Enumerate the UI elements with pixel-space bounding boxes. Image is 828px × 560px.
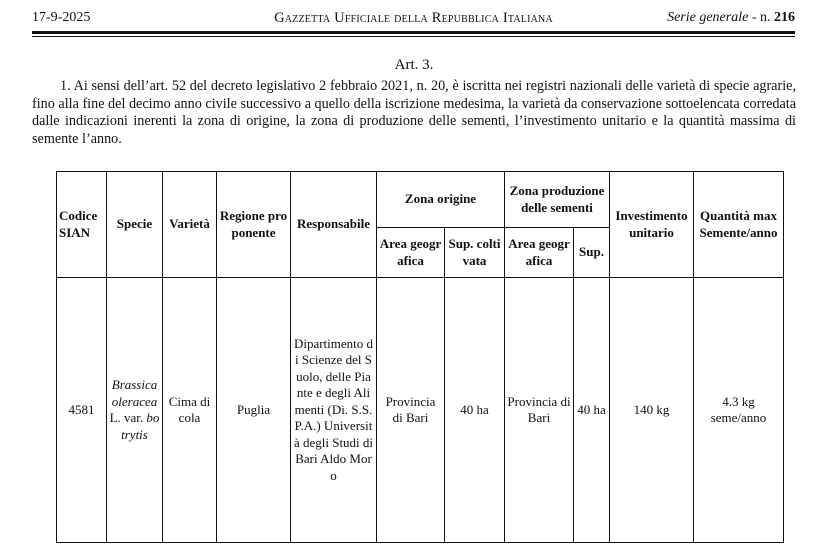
series-label: Serie generale bbox=[667, 10, 749, 25]
header-zona-produzione: Zona produzione delle sementi bbox=[505, 172, 610, 228]
header-area-geografica-produzione: Area geografica bbox=[505, 228, 574, 278]
header-specie: Specie bbox=[107, 172, 163, 278]
cell-sup-coltivata: 40 ha bbox=[445, 278, 505, 543]
header-rule-thin bbox=[32, 36, 795, 37]
header-area-geografica-origine: Area geografica bbox=[377, 228, 445, 278]
cell-varieta: Cima di cola bbox=[163, 278, 217, 543]
cell-specie bbox=[107, 278, 163, 543]
page-header bbox=[32, 10, 795, 30]
article-title: Art. 3. bbox=[394, 57, 434, 73]
table-row bbox=[57, 278, 784, 543]
cell-regione: Puglia bbox=[217, 278, 291, 543]
cell-responsabile: Dipartimento di Scienze del Suolo, delle Piante e degli Alimenti (Di. S.S.P.A.) Università degli Studi di Bari Aldo Moro bbox=[291, 278, 377, 543]
specie-variety: botrytis bbox=[121, 410, 160, 442]
header-sup: Sup. bbox=[574, 228, 610, 278]
header-sup-coltivata: Sup. coltivata bbox=[445, 228, 505, 278]
header-quantita: Quantità max Semente/anno bbox=[694, 172, 784, 278]
series-info bbox=[667, 10, 795, 26]
header-codice-sian: Codice SIAN bbox=[57, 172, 107, 278]
series-number: 216 bbox=[774, 10, 795, 25]
issue-date: 17-9-2025 bbox=[32, 10, 91, 25]
gazette-title: Gazzetta Ufficiale della Repubblica Italiana bbox=[274, 10, 553, 26]
cell-quantita: 4.3 kg seme/anno bbox=[694, 278, 784, 543]
series-separator: - n. bbox=[748, 10, 774, 25]
header-rule-thick bbox=[32, 31, 795, 34]
varieties-table bbox=[56, 171, 784, 543]
header-investimento: Investimento unitario bbox=[610, 172, 694, 278]
header-regione: Regione proponente bbox=[217, 172, 291, 278]
cell-investimento: 140 kg bbox=[610, 278, 694, 543]
header-varieta: Varietà bbox=[163, 172, 217, 278]
header-zona-origine: Zona origine bbox=[377, 172, 505, 228]
cell-codice-sian: 4581 bbox=[57, 278, 107, 543]
cell-area-origine: Provincia di Bari bbox=[377, 278, 445, 543]
specie-authority: L. var. bbox=[109, 410, 147, 425]
article-paragraph-text: 1. Ai sensi dell’art. 52 del decreto legislativo 2 febbraio 2021, n. 20, è iscritta nei registri nazionali delle varietà di specie agrarie, fino alla fine del decimo anno civile successivo a quello della iscrizione medesima, la varietà da conservazione sottoelencata corredata dalle indicazioni inerenti la zona di origine, la zona di produzione delle sementi, l’investimento unitario e la quantità massima di semente l’anno. bbox=[32, 78, 796, 147]
article-paragraph bbox=[32, 78, 796, 148]
header-responsabile: Responsabile bbox=[291, 172, 377, 278]
cell-sup: 40 ha bbox=[574, 278, 610, 543]
cell-area-produzione: Provincia di Bari bbox=[505, 278, 574, 543]
specie-genus: Brassica oleracea bbox=[111, 377, 158, 409]
